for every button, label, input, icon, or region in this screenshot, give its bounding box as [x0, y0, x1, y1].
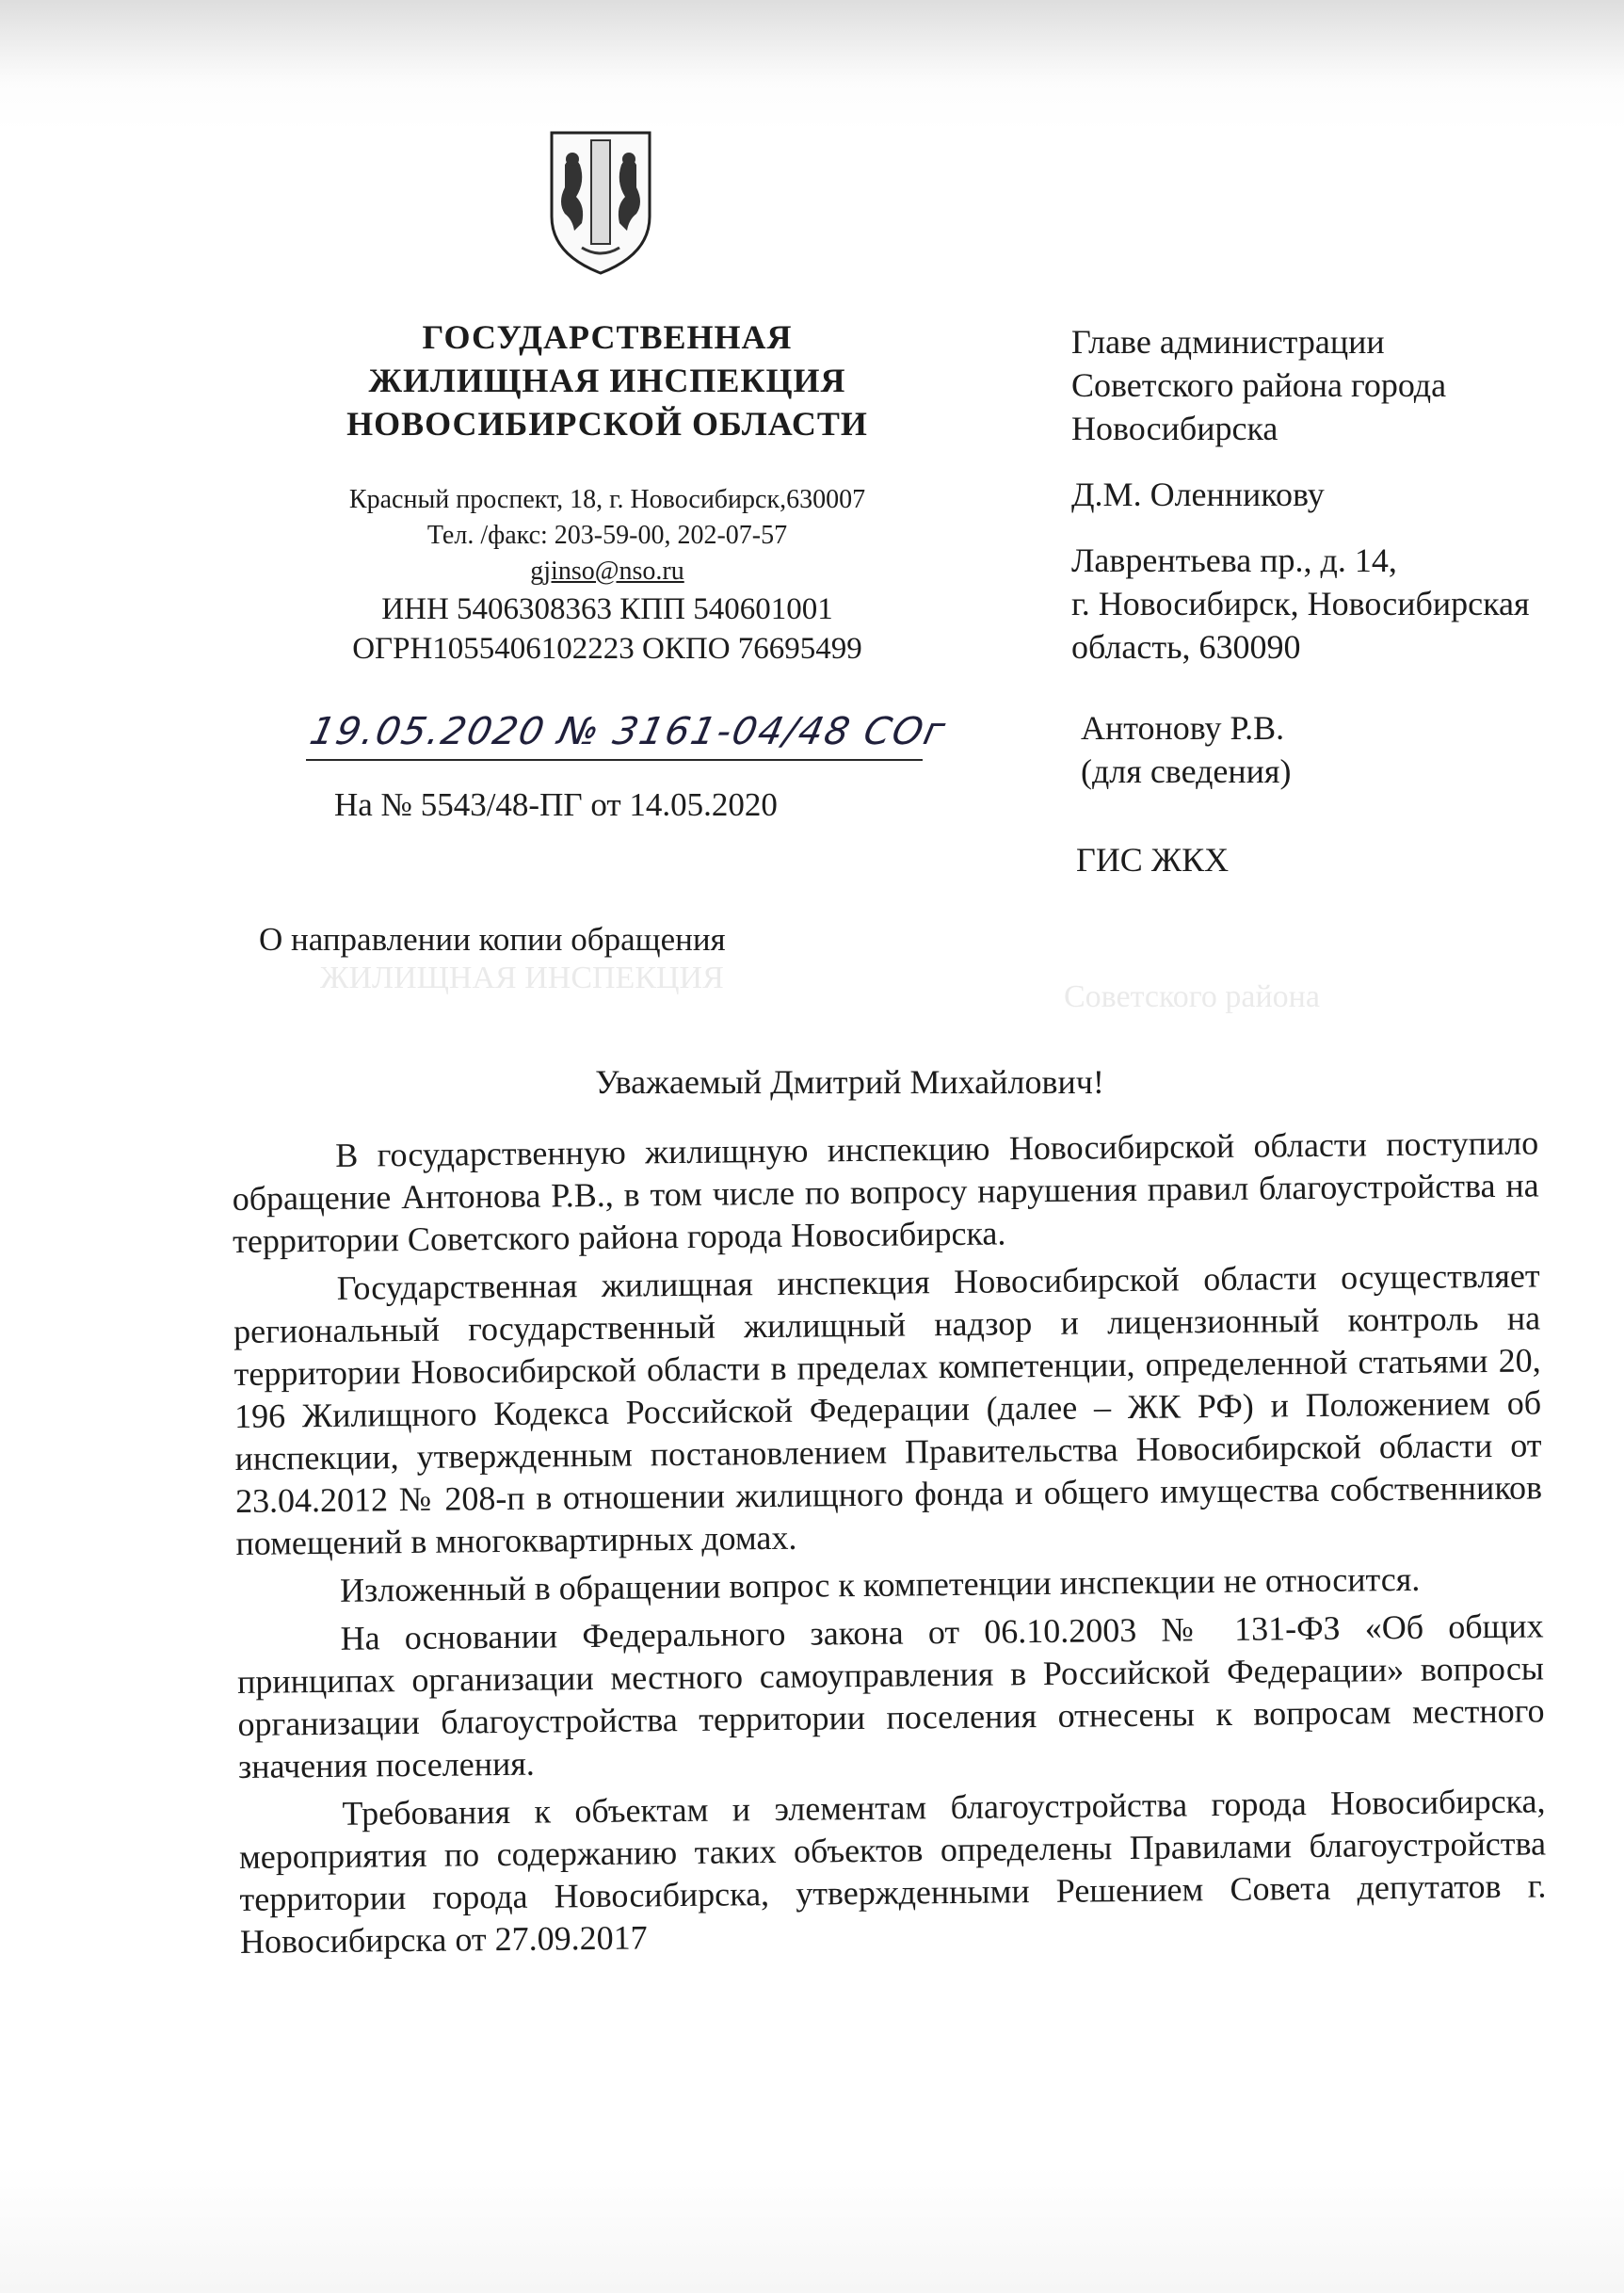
- recipient-title-line: Новосибирска: [1071, 410, 1278, 447]
- organization-name: [254, 315, 960, 445]
- coat-of-arms-icon: [544, 127, 657, 278]
- reply-reference: На № 5543/48-ПГ от 14.05.2020: [334, 786, 778, 823]
- recipient-title-line: Советского района города: [1071, 366, 1447, 404]
- org-inn: ИНН 5406308363 КПП 540601001: [381, 592, 833, 626]
- system-name: ГИС ЖКХ: [1076, 841, 1230, 879]
- org-ogrn: ОГРН1055406102223 ОКПО 76695499: [352, 632, 862, 666]
- bleed-through-text: ЖИЛИЩНАЯ ИНСПЕКЦИЯ: [320, 961, 724, 995]
- recipient-address-line: область, 630090: [1071, 628, 1301, 666]
- recipient-title-line: Главе администрации: [1071, 323, 1385, 361]
- copy-note: (для сведения): [1081, 752, 1292, 790]
- body-paragraph: Изложенный в обращении вопрос к компетенции инспекции не относится.: [339, 1559, 1421, 1609]
- org-address: Красный проспект, 18, г. Новосибирск,630007: [348, 485, 866, 514]
- body-paragraph: Государственная жилищная инспекция Новосибирской области осуществляет региональный государственный жилищный надзор и лицензионный контроль на территории Новосибирской области в пределах компетенции, определенной статьями 20, 196 Жилищного Кодекса Российской Федерации (далее – ЖК РФ) и Положением об инспекции, утвержденным постановлением Правительства Новосибирской области от 23.04.2012 № 208-п в отношении жилищного фонда и общего имущества собственников помещений в многоквартирных домах.: [233, 1256, 1543, 1562]
- bleed-through-text: Советского района: [1064, 979, 1320, 1014]
- scan-shadow: [0, 0, 1624, 85]
- body-paragraph: В государственную жилищную инспекцию Новосибирской области поступило обращение Антонова Р.В., в том числе по вопросу нарушения правил благоустройства на территории Советского района города Новосибирска.: [232, 1123, 1539, 1260]
- body-paragraph: Требования к объектам и элементам благоустройства города Новосибирска, мероприятия по содержанию таких объектов определены Правилами благоустройства территории города Новосибирска, утвержденными Решением Совета депутатов г. Новосибирска от 27.09.2017: [238, 1782, 1547, 1961]
- org-phone: Тел. /факс: 203-59-00, 202-07-57: [426, 521, 788, 550]
- org-email-link[interactable]: gjinso@nso.ru: [530, 557, 684, 586]
- letter-subject: О направлении копии обращения: [259, 921, 726, 958]
- registration-number: 19.05.2020 № 3161-04/48 СОг: [306, 710, 951, 753]
- body-paragraph: На основании Федерального закона от 06.10.2003 № 131-ФЗ «Об общих принципах организации местного самоуправления в Российской Федерации» вопросы организации благоустройства территории поселения отнесены к вопросам местного значения поселения.: [236, 1607, 1545, 1785]
- recipient-address-line: Лаврентьева пр., д. 14,: [1071, 541, 1397, 579]
- org-title-line: ГОСУДАРСТВЕННАЯ: [422, 318, 793, 356]
- copy-recipient: Антонову Р.В.: [1081, 709, 1285, 747]
- org-title-line: ЖИЛИЩНАЯ ИНСПЕКЦИЯ: [368, 362, 846, 399]
- recipient-name: Д.М. Оленникову: [1071, 476, 1325, 513]
- letter-body: [232, 1122, 1547, 1968]
- org-title-line: НОВОСИБИРСКОЙ ОБЛАСТИ: [346, 405, 868, 443]
- recipient-address-line: г. Новосибирск, Новосибирская: [1071, 585, 1530, 622]
- salutation: Уважаемый Дмитрий Михайлович!: [595, 1063, 1104, 1101]
- organization-contacts: [254, 482, 960, 669]
